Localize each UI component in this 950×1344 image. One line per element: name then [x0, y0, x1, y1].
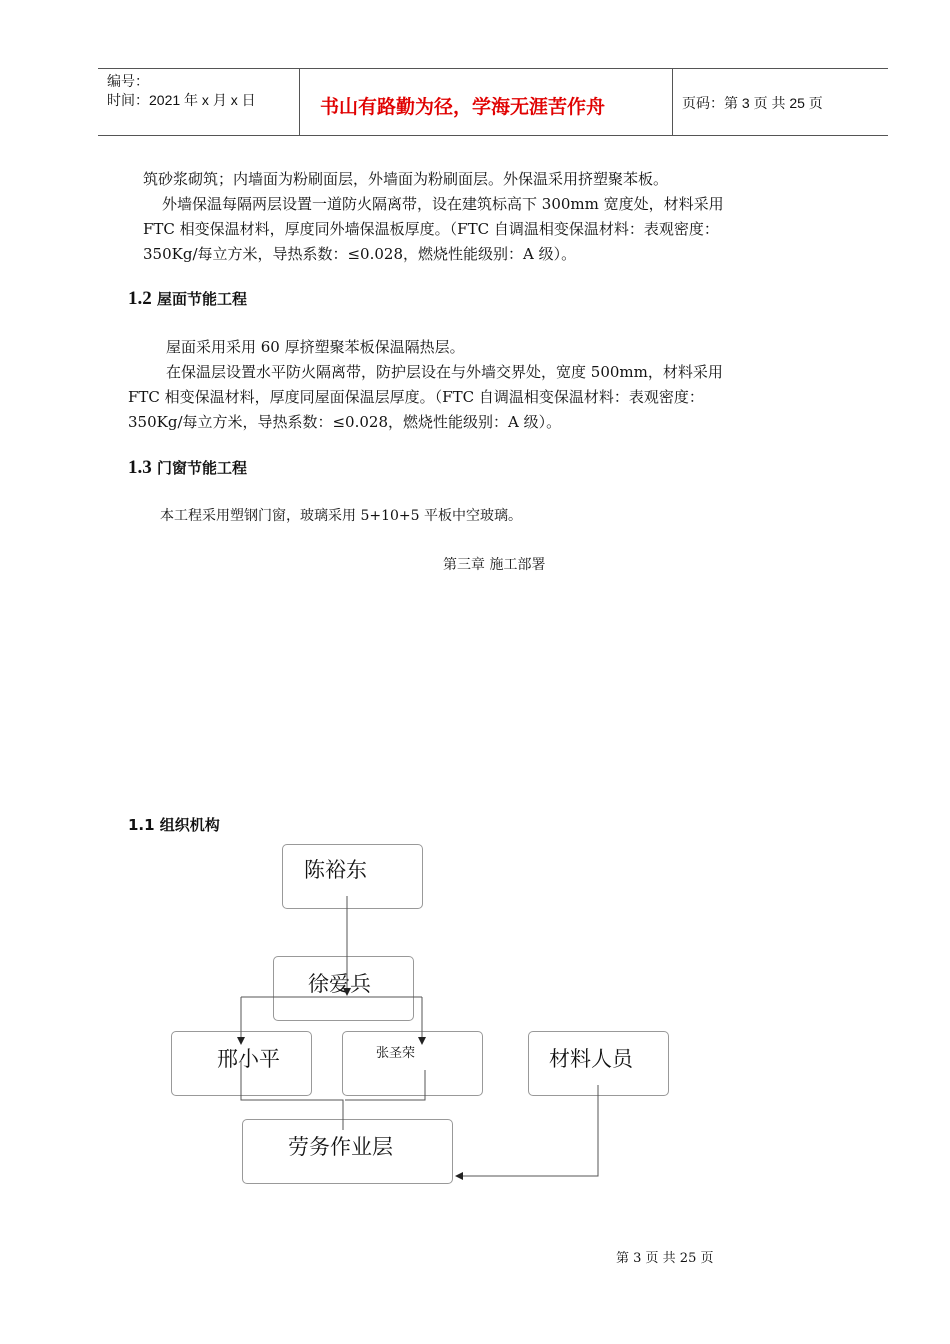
org-box-label: 劳务作业层: [288, 1135, 393, 1159]
paragraph: 350Kg/每立方米，导热系数：≤0.028，燃烧性能级别：A 级）。: [128, 413, 562, 431]
paragraph: 筑砂浆砌筑；内墙面为粉刷面层，外墙面为粉刷面层。外保温采用挤塑聚苯板。: [143, 170, 669, 188]
section-number: 1.2: [128, 288, 152, 309]
chapter-title: 第三章 施工部署: [443, 557, 546, 573]
connector-line: [456, 1085, 598, 1176]
paragraph: 在保温层设置水平防火隔离带，防护层设在与外墙交界处，宽度 500mm，材料采用: [166, 363, 723, 381]
section-heading-1-1: 1.1 组织机构: [128, 816, 220, 834]
org-box-label: 邢小平: [217, 1047, 280, 1071]
paragraph: 本工程采用塑钢门窗，玻璃采用 5+10+5 平板中空玻璃。: [160, 508, 522, 524]
org-box-label: 陈裕东: [304, 858, 367, 882]
header-motto: 书山有路勤为径，学海无涯苦作舟: [320, 96, 606, 118]
section-title: 门窗节能工程: [156, 459, 247, 477]
paragraph: FTC 相变保温材料，厚度同外墙保温板厚度。（FTC 自调温相变保温材料：表观密度：: [143, 220, 719, 238]
paragraph: FTC 相变保温材料，厚度同屋面保温层厚度。（FTC 自调温相变保温材料：表观密度：: [128, 388, 704, 406]
header-page-info: 页码：第 3 页 共 25 页: [682, 95, 823, 111]
connector-line: [345, 1070, 425, 1100]
paragraph: 屋面采用采用 60 厚挤塑聚苯板保温隔热层。: [166, 338, 465, 356]
section-title: 屋面节能工程: [156, 290, 247, 308]
serial-label: 编号：: [107, 73, 149, 89]
time-label: 时间：2021 年 x 月 x 日: [107, 92, 256, 108]
connector-line: [241, 1060, 343, 1130]
footer-page-number: 第 3 页 共 25 页: [616, 1251, 714, 1266]
org-box-label: 材料人员: [549, 1047, 633, 1071]
org-box-label: 徐爱兵: [308, 972, 371, 996]
org-box-label: 张圣荣: [376, 1046, 416, 1061]
paragraph: 350Kg/每立方米，导热系数：≤0.028，燃烧性能级别：A 级）。: [143, 245, 577, 263]
section-number: 1.3: [128, 457, 152, 478]
paragraph: 外墙保温每隔两层设置一道防火隔离带，设在建筑标高下 300mm 宽度处，材料采用: [162, 195, 724, 213]
